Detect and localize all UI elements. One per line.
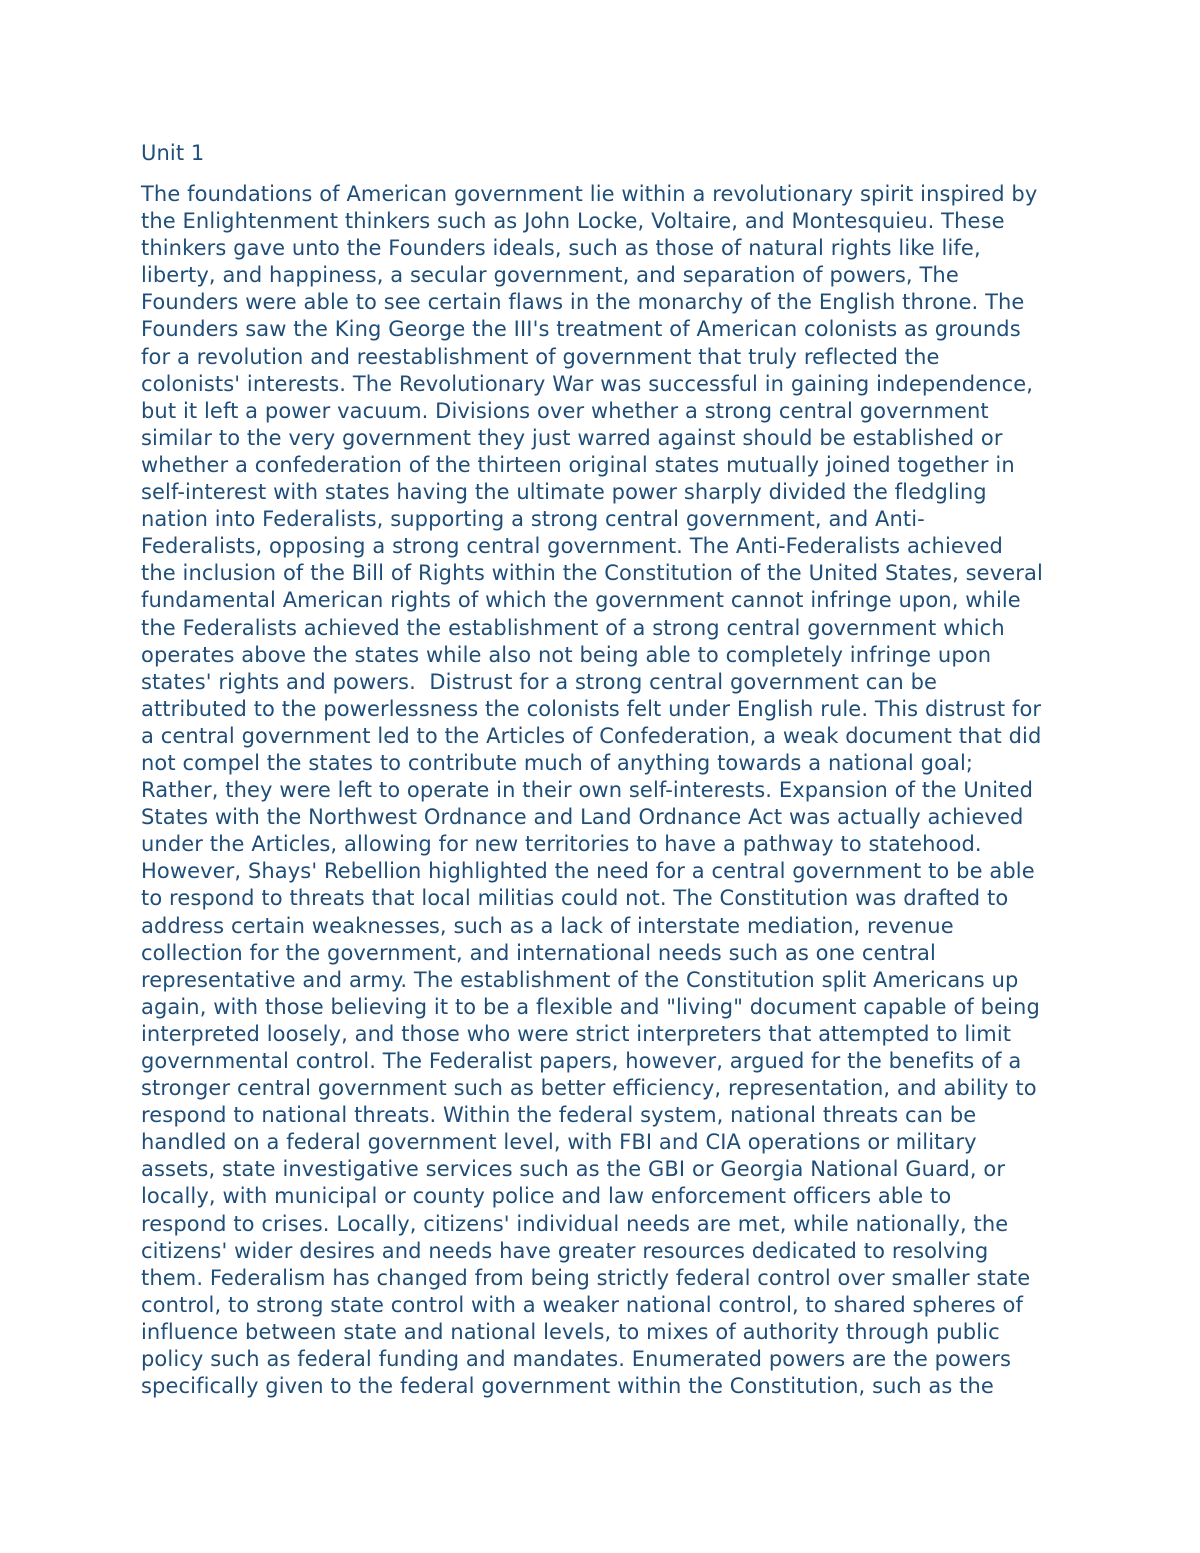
body-text-line: influence between state and national levels, to mixes of authority through public [141, 1319, 1000, 1344]
body-text-line: handled on a federal government level, with FBI and CIA operations or military [141, 1130, 977, 1155]
body-text-line: citizens' wider desires and needs have greater resources dedicated to resolving [141, 1238, 989, 1263]
document-content [141, 140, 1071, 1400]
body-text-line: operates above the states while also not being able to completely infringe upon [141, 642, 992, 667]
body-text-line: assets, state investigative services such as the GBI or Georgia National Guard, or [141, 1157, 1006, 1182]
body-text-line: respond to national threats. Within the federal system, national threats can be [141, 1103, 977, 1128]
body-text-line: collection for the government, and international needs such as one central [141, 940, 936, 965]
body-text-line: them. Federalism has changed from being strictly federal control over smaller state [141, 1265, 1031, 1290]
body-text-line: States with the Northwest Ordnance and Land Ordnance Act was actually achieved [141, 805, 1024, 830]
body-text-line: stronger central government such as better efficiency, representation, and ability to [141, 1076, 1037, 1101]
body-text-line: states' rights and powers. Distrust for a strong central government can be [141, 669, 938, 694]
body-text-line: whether a confederation of the thirteen original states mutually joined together in [141, 452, 1015, 477]
document-heading: Unit 1 [141, 141, 205, 165]
body-text-line: respond to crises. Locally, citizens' individual needs are met, while nationally, the [141, 1211, 1009, 1236]
body-text-line: Founders saw the King George the III's treatment of American colonists as grounds [141, 317, 1021, 342]
body-text-line: a central government led to the Articles of Confederation, a weak document that did [141, 723, 1042, 748]
body-text-line: similar to the very government they just warred against should be established or [141, 425, 1003, 450]
body-text-line: The foundations of American government lie within a revolutionary spirit inspired by [141, 182, 1038, 206]
body-text-line: the inclusion of the Bill of Rights within the Constitution of the United States, several [141, 561, 1043, 586]
body-text-line: under the Articles, allowing for new territories to have a pathway to statehood. [141, 832, 982, 857]
body-text-line: self-interest with states having the ultimate power sharply divided the fledgling [141, 480, 987, 505]
body-text-line: fundamental American rights of which the government cannot infringe upon, while [141, 588, 1021, 613]
body-text-line: for a revolution and reestablishment of government that truly reflected the [141, 344, 940, 369]
body-text-line: the Federalists achieved the establishment of a strong central government which [141, 615, 1005, 640]
body-text-line: Founders were able to see certain flaws in the monarchy of the English throne. The [141, 290, 1025, 315]
body-text-line: representative and army. The establishment of the Constitution split Americans up [141, 967, 1019, 992]
body-text-line: not compel the states to contribute much of anything towards a national goal; [141, 750, 974, 775]
body-text-line: nation into Federalists, supporting a strong central government, and Anti- [141, 507, 925, 532]
body-text-line: governmental control. The Federalist papers, however, argued for the benefits of a [141, 1049, 1022, 1073]
body-text-line: Federalists, opposing a strong central government. The Anti-Federalists achieved [141, 534, 1003, 559]
document-body [141, 181, 1071, 1400]
body-text-line: to respond to threats that local militias could not. The Constitution was drafted to [141, 886, 1009, 911]
body-text-line: specifically given to the federal government within the Constitution, such as the [141, 1374, 994, 1399]
body-text-line: policy such as federal funding and mandates. Enumerated powers are the powers [141, 1347, 1012, 1372]
body-text-line: thinkers gave unto the Founders ideals, such as those of natural rights like life, [141, 236, 981, 261]
body-text-line: locally, with municipal or county police and law enforcement officers able to [141, 1184, 952, 1209]
body-text-line: However, Shays' Rebellion highlighted the need for a central government to be able [141, 859, 1035, 884]
body-text-line: interpreted loosely, and those who were strict interpreters that attempted to limit [141, 1021, 1012, 1046]
body-text-line: Rather, they were left to operate in their own self-interests. Expansion of the United [141, 778, 1034, 803]
body-text-line: again, with those believing it to be a flexible and "living" document capable of being [141, 994, 1040, 1019]
body-text-line: liberty, and happiness, a secular government, and separation of powers, The [141, 263, 959, 288]
body-text-line: but it left a power vacuum. Divisions over whether a strong central government [141, 398, 989, 423]
body-text-line: attributed to the powerlessness the colonists felt under English rule. This distrust for [141, 696, 1042, 721]
body-text-line: colonists' interests. The Revolutionary War was successful in gaining independence, [141, 371, 1034, 396]
body-text-line: the Enlightenment thinkers such as John Locke, Voltaire, and Montesquieu. These [141, 209, 1005, 234]
body-text-line: address certain weaknesses, such as a lack of interstate mediation, revenue [141, 913, 954, 938]
body-text-line: control, to strong state control with a weaker national control, to shared spheres of [141, 1292, 1023, 1317]
